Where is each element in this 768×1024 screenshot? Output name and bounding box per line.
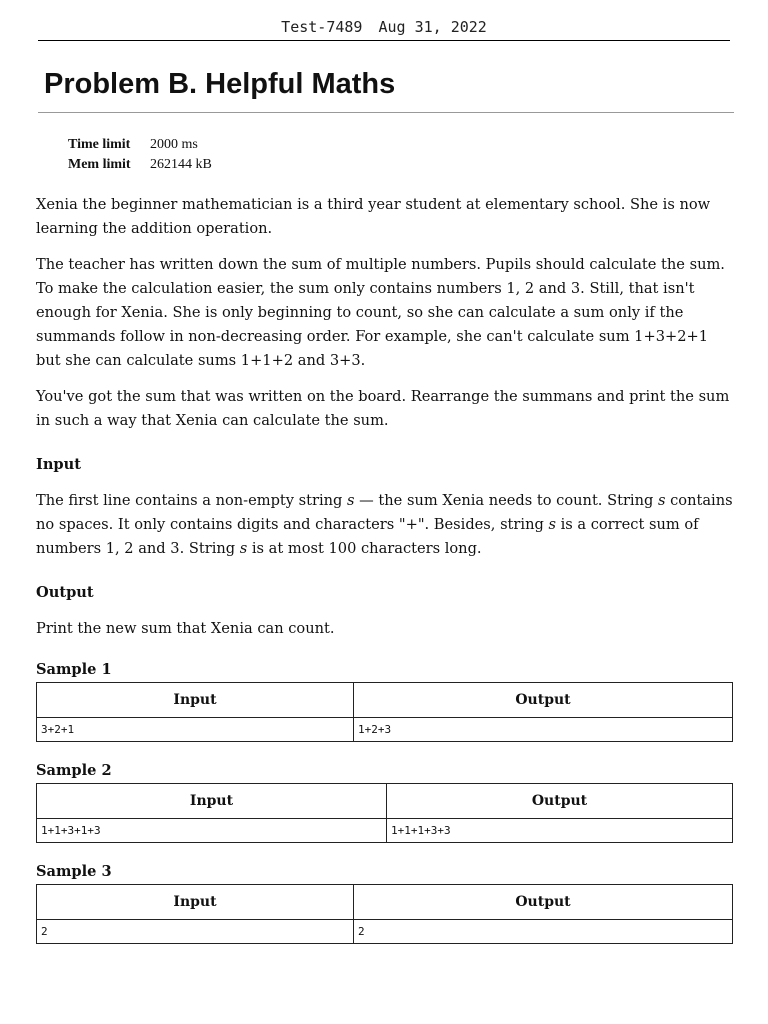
input-text-4: is a correct sum of numbers 1, 2 and 3. String <box>36 516 699 557</box>
variable-s: s <box>657 492 666 509</box>
problem-title: Problem B. Helpful Maths <box>44 68 396 100</box>
sample-2-output: 1+1+1+3+3 <box>387 819 733 843</box>
header-divider <box>38 40 730 41</box>
statement-paragraph-3: You've got the sum that was written on the board. Rearrange the summans and print the sum in such a way that Xenia can calculate the sum. <box>36 388 730 429</box>
input-text-1: The first line contains a non-empty string <box>36 492 348 509</box>
sample-3-table <box>36 884 733 944</box>
input-heading: Input <box>36 456 81 473</box>
sample-2-table <box>36 783 733 843</box>
variable-s: s <box>239 540 248 557</box>
statement-paragraph-1: Xenia the beginner mathematician is a third year student at elementary school. She is now learning the addition operation. <box>36 196 711 237</box>
variable-s: s <box>347 492 355 509</box>
input-description <box>36 489 736 561</box>
sample-1-output: 1+2+3 <box>354 718 733 742</box>
statement-paragraph-2: The teacher has written down the sum of multiple numbers. Pupils should calculate the sum. To make the calculation easier, the sum only contains numbers 1, 2 and 3. Still, that isn't enough for Xenia. She is only beginning to count, so she can calculate a sum only if the summands follow in non-decreasing order. For example, she can't calculate sum 1+3+2+1 but she can calculate sums 1+1+2 and 3+3. <box>36 256 725 369</box>
problem-content <box>36 193 736 944</box>
sample-3 <box>36 860 736 944</box>
input-text-3: contains no spaces. It only contains digits and characters "+". Besides, string <box>36 492 733 533</box>
input-text-2: — the sum Xenia needs to count. String <box>354 492 658 509</box>
sample-3-label: Sample 3 <box>36 863 112 880</box>
title-divider <box>38 112 734 113</box>
sample-2-output-header: Output <box>387 784 733 819</box>
sample-1-input: 3+2+1 <box>37 718 354 742</box>
page-header <box>38 18 730 36</box>
header-date: Aug 31, 2022 <box>378 18 487 36</box>
sample-1-input-header: Input <box>37 683 354 718</box>
sample-1-table <box>36 682 733 742</box>
sample-2-label: Sample 2 <box>36 762 112 779</box>
sample-3-input-header: Input <box>37 885 354 920</box>
sample-1-output-header: Output <box>354 683 733 718</box>
output-heading: Output <box>36 584 94 601</box>
sample-3-input: 2 <box>37 920 354 944</box>
mem-limit-row <box>68 155 212 175</box>
time-limit-value: 2000 ms <box>150 137 198 152</box>
mem-limit-value: 262144 kB <box>150 157 212 172</box>
sample-3-output: 2 <box>354 920 733 944</box>
output-description: Print the new sum that Xenia can count. <box>36 620 335 637</box>
variable-s: s <box>548 516 556 533</box>
input-text-5: is at most 100 characters long. <box>247 540 482 557</box>
time-limit-label: Time limit <box>68 137 131 152</box>
sample-2-input-header: Input <box>37 784 387 819</box>
mem-limit-label: Mem limit <box>68 157 131 172</box>
sample-1 <box>36 658 736 742</box>
sample-2 <box>36 759 736 843</box>
sample-2-input: 1+1+3+1+3 <box>37 819 387 843</box>
test-id: Test-7489 <box>281 18 363 36</box>
sample-3-output-header: Output <box>354 885 733 920</box>
sample-1-label: Sample 1 <box>36 661 112 678</box>
time-limit-row <box>68 135 212 155</box>
limits-block <box>68 135 212 175</box>
